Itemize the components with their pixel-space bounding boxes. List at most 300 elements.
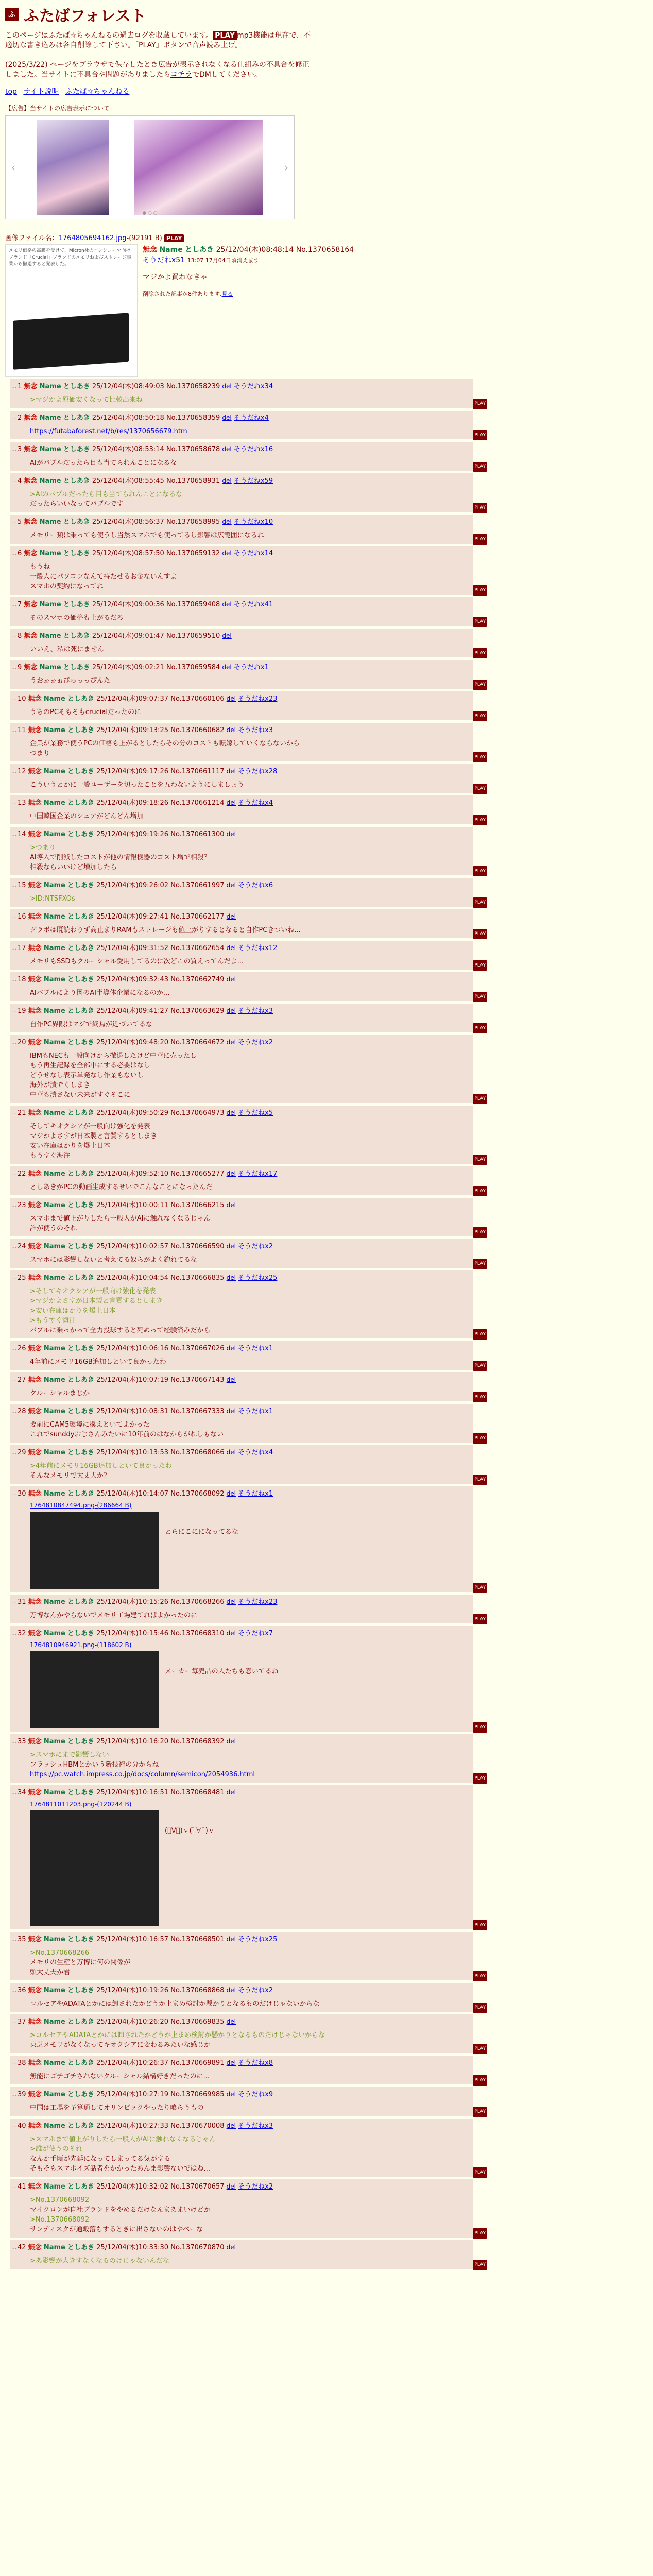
delete-link[interactable]: del — [226, 1630, 236, 1637]
delete-link[interactable]: del — [222, 550, 232, 557]
reply-subject: 無念 — [28, 1598, 42, 1606]
reply-date: 25/12/04(木)09:52:10 — [96, 1170, 169, 1178]
sodane-button[interactable]: そうだねx6 — [238, 882, 273, 889]
contact-link[interactable]: コチラ — [170, 71, 193, 79]
reply-number[interactable]: No.1370668092 — [170, 1490, 225, 1498]
sodane-button[interactable]: そうだねx1 — [238, 1490, 273, 1498]
reply-number[interactable]: No.1370662749 — [170, 976, 225, 984]
reply-play-button[interactable]: PLAY — [473, 534, 487, 545]
reply-url-link[interactable]: https://pc.watch.impress.co.jp/docs/column/semicon/2054936.html — [30, 1771, 255, 1778]
reply-play-button[interactable]: PLAY — [473, 2167, 487, 2178]
sodane-button[interactable]: そうだねx7 — [238, 1630, 273, 1637]
reply-file-info — [18, 1799, 469, 1809]
reply-header — [18, 2242, 469, 2253]
reply-name: Name — [43, 2059, 65, 2067]
delete-link[interactable]: del — [226, 944, 236, 952]
reply-file-link[interactable]: 1764811011203.png-(120244 B) — [30, 1801, 132, 1808]
ad-image-2[interactable] — [134, 120, 263, 215]
op-file-link[interactable]: 1764805694162.jpg — [58, 234, 127, 242]
reply-body — [18, 562, 469, 591]
delete-link[interactable]: del — [226, 1490, 236, 1497]
reply-name: Name — [43, 1243, 65, 1250]
reply-number[interactable]: No.1370669985 — [170, 2091, 225, 2098]
reply-file-link[interactable]: 1764810847494.png-(286664 B) — [30, 1502, 132, 1509]
reply-play-button[interactable]: PLAY — [473, 1583, 487, 1593]
delete-link[interactable]: del — [226, 2183, 236, 2190]
reply-name: Name — [43, 1274, 65, 1282]
sodane-button[interactable]: そうだねx8 — [238, 2059, 273, 2067]
op-header — [143, 244, 354, 265]
nav-futaba-link[interactable]: ふたば☆ちゃんねる — [65, 88, 130, 96]
delete-link[interactable]: del — [226, 1598, 236, 1605]
reply-play-button[interactable]: PLAY — [473, 503, 487, 513]
reply-marker: … — [11, 696, 16, 702]
reply-author: としあき — [67, 1376, 95, 1384]
reply-text-line: メモリの生産と万博に何の関係が — [30, 1959, 131, 1967]
reply-number[interactable]: No.1370658239 — [166, 383, 220, 391]
op-thumbnail[interactable] — [5, 244, 138, 377]
delete-link[interactable]: del — [226, 2091, 236, 2098]
reply-body — [18, 739, 469, 758]
nav-about-link[interactable]: サイト説明 — [23, 88, 59, 96]
reply-play-button[interactable]: PLAY — [473, 2044, 487, 2054]
reply-play-button[interactable]: PLAY — [473, 2107, 487, 2117]
reply-play-button[interactable]: PLAY — [473, 430, 487, 440]
sodane-button[interactable]: そうだねx3 — [238, 1007, 273, 1015]
reply-play-button[interactable]: PLAY — [473, 2003, 487, 2013]
reply-header — [18, 2058, 469, 2069]
reply-post — [10, 473, 486, 512]
reply-post — [10, 2179, 486, 2238]
reply-number[interactable]: No.1370661997 — [170, 882, 225, 889]
reply-text-line: 相殺ならいいけど増加したら — [30, 863, 117, 871]
reply-number[interactable]: No.1370666835 — [170, 1274, 225, 1282]
reply-post — [10, 795, 486, 824]
reply-number[interactable]: No.1370662654 — [170, 944, 225, 952]
reply-text-line: もう再生記録を全部中にする必要はなし — [30, 1062, 151, 1070]
sodane-button[interactable]: そうだねx17 — [238, 1170, 278, 1178]
reply-thumbnail[interactable] — [30, 1651, 159, 1728]
reply-number[interactable]: No.1370660106 — [170, 695, 225, 703]
delete-link[interactable]: del — [226, 1109, 236, 1116]
reply-play-button[interactable]: PLAY — [473, 1259, 487, 1269]
delete-link[interactable]: del — [222, 414, 232, 421]
reply-number[interactable]: No.1370661214 — [170, 799, 225, 807]
sodane-button[interactable]: そうだねx23 — [238, 1598, 278, 1606]
delete-link[interactable]: del — [226, 1345, 236, 1352]
reply-name: Name — [43, 882, 65, 889]
reply-text-line: 自作PC界隈はマジで終焉が近づいてるな — [30, 1021, 152, 1028]
reply-header — [18, 2181, 469, 2192]
reply-number[interactable]: No.1370668066 — [170, 1449, 225, 1456]
reply-text-line: AIバブルにより図のAI半導体企業になるのか... — [30, 989, 170, 997]
reply-name: Name — [39, 446, 61, 453]
intro-text-2: mp3機能は現在で、不適切な書き込みは各自削除して下さい。「PLAY」ボタンで音声読み上げ。 — [5, 31, 311, 49]
reply-number[interactable]: No.1370666215 — [170, 1201, 225, 1209]
sodane-button[interactable]: そうだねx12 — [238, 944, 278, 952]
reply-play-button[interactable]: PLAY — [473, 929, 487, 939]
reply-subject: 無念 — [28, 799, 42, 807]
reply-name: Name — [39, 518, 61, 526]
reply-header — [18, 1200, 469, 1211]
delete-link[interactable]: del — [226, 1243, 236, 1250]
reply-play-button[interactable]: PLAY — [473, 462, 487, 472]
reply-header — [18, 548, 469, 559]
delete-link[interactable]: del — [226, 695, 236, 702]
op-deleted-link[interactable]: 見る — [221, 291, 233, 297]
delete-link[interactable]: del — [222, 664, 232, 671]
reply-subject: 無念 — [28, 1007, 42, 1015]
reply-text: メーカー毎売品の人たちも窓いてるね — [165, 1668, 279, 1675]
sodane-button[interactable]: そうだねx14 — [233, 550, 273, 557]
reply-play-button[interactable]: PLAY — [473, 399, 487, 409]
delete-link[interactable]: del — [226, 1007, 236, 1014]
reply-subject: 無念 — [28, 2091, 42, 2098]
reply-play-button[interactable]: PLAY — [473, 960, 487, 971]
reply-number[interactable]: No.1370660682 — [170, 726, 225, 734]
reply-marker: … — [11, 1988, 16, 1993]
op-file-info — [5, 232, 648, 242]
reply-author: としあき — [67, 1274, 95, 1282]
reply-name: Name — [43, 799, 65, 807]
reply-subject: 無念 — [28, 976, 42, 984]
reply-number[interactable]: No.1370669835 — [170, 2018, 225, 2026]
site-logo[interactable]: ふ — [5, 8, 19, 21]
reply-number[interactable]: No.1370666590 — [170, 1243, 225, 1250]
reply-name: Name — [43, 1490, 65, 1498]
reply-play-button[interactable]: PLAY — [473, 784, 487, 794]
reply-body — [18, 988, 469, 998]
sodane-button[interactable]: そうだねx4 — [238, 799, 273, 807]
reply-number[interactable]: No.1370664672 — [170, 1039, 225, 1046]
intro-text-3: (2025/3/22) ページをブラウザで保存したとき広告が表示されなくなる仕組みの不具合を修正しました。当サイトに不具合や問題がありましたら — [5, 61, 310, 79]
reply-number[interactable]: No.1370668266 — [170, 1598, 225, 1606]
reply-post — [10, 1932, 486, 1980]
sodane-button[interactable]: そうだねx28 — [238, 768, 278, 775]
delete-link[interactable]: del — [226, 976, 236, 983]
delete-link[interactable]: del — [226, 726, 236, 734]
reply-number[interactable]: No.1370658678 — [166, 446, 220, 453]
reply-play-button[interactable]: PLAY — [473, 1361, 487, 1371]
reply-header — [18, 766, 469, 777]
reply-author: としあき — [67, 1598, 95, 1606]
reply-play-button[interactable]: PLAY — [473, 680, 487, 690]
reply-author: としあき — [67, 1630, 95, 1637]
reply-text-line: 頭大丈夫か君 — [30, 1969, 71, 1976]
sodane-button[interactable]: そうだねx1 — [238, 1345, 273, 1352]
reply-play-button[interactable]: PLAY — [473, 1433, 487, 1444]
reply-play-button[interactable]: PLAY — [473, 648, 487, 658]
reply-number[interactable]: No.1370659510 — [166, 632, 220, 640]
op-thumbnail-text: メモリ価格の高騰を受けて、Micron社のコンシューマ向けブランド「Crucial」ブランドのメモリおよびストレージ事業から撤退すると発表した。 — [9, 248, 131, 267]
reply-text-line: そんなメモリで大丈夫か？ — [30, 1472, 111, 1480]
reply-play-button[interactable]: PLAY — [473, 897, 487, 908]
reply-play-button[interactable]: PLAY — [473, 1971, 487, 1981]
reply-subject: 無念 — [28, 1243, 42, 1250]
reply-play-button[interactable]: PLAY — [473, 752, 487, 762]
reply-play-button[interactable]: PLAY — [473, 585, 487, 596]
delete-link[interactable]: del — [226, 1987, 236, 1994]
reply-index: 7 — [18, 601, 22, 608]
reply-name: Name — [39, 664, 61, 671]
thread — [0, 227, 653, 2269]
reply-header — [18, 2016, 469, 2027]
reply-number[interactable]: No.1370665277 — [170, 1170, 225, 1178]
sodane-button[interactable]: そうだねx1 — [233, 664, 269, 671]
reply-play-button[interactable]: PLAY — [473, 1920, 487, 1930]
reply-play-button[interactable]: PLAY — [473, 1392, 487, 1402]
op-number[interactable]: No.1370658164 — [296, 246, 354, 254]
ad-carousel[interactable] — [5, 115, 295, 219]
sodane-button[interactable]: そうだねx41 — [233, 601, 273, 608]
delete-link[interactable]: del — [226, 2122, 236, 2129]
sodane-button[interactable]: そうだねx3 — [238, 2122, 273, 2130]
reply-play-button[interactable]: PLAY — [473, 1227, 487, 1238]
reply-quote-line: >No.1370668092 — [30, 2196, 90, 2204]
reply-date: 25/12/04(木)09:27:41 — [96, 913, 169, 921]
delete-link[interactable]: del — [222, 477, 232, 484]
reply-index: 24 — [18, 1243, 26, 1250]
delete-link[interactable]: del — [226, 1738, 236, 1745]
reply-name: Name — [43, 831, 65, 838]
op-file-label: 画像ファイル名： — [5, 234, 59, 242]
delete-link[interactable]: del — [226, 799, 236, 806]
op-play-button[interactable]: PLAY — [164, 234, 184, 242]
reply-thumbnail[interactable] — [30, 1810, 159, 1926]
delete-link[interactable]: del — [226, 831, 236, 838]
reply-author: としあき — [67, 1987, 95, 1994]
reply-header — [18, 1447, 469, 1458]
reply-index: 15 — [18, 882, 26, 889]
sodane-button[interactable]: そうだねx1 — [238, 1408, 273, 1415]
op-file-size: -(92191 B) — [126, 234, 162, 242]
ad-next-icon[interactable]: › — [284, 161, 288, 174]
sodane-button[interactable]: そうだねx10 — [233, 518, 273, 526]
reply-text-line: こういうとかに一般ユーザーを切ったことを五わないようにしましょう — [30, 781, 245, 789]
reply-author: としあき — [63, 477, 90, 485]
ad-image-1[interactable] — [37, 120, 109, 215]
reply-name: Name — [43, 1201, 65, 1209]
reply-play-button[interactable]: PLAY — [473, 1722, 487, 1733]
reply-number[interactable]: No.1370667143 — [170, 1376, 225, 1384]
reply-play-button[interactable]: PLAY — [473, 711, 487, 721]
reply-thumbnail[interactable] — [30, 1512, 159, 1589]
nav-top-link[interactable]: top — [5, 88, 17, 96]
reply-name: Name — [43, 1738, 65, 1745]
reply-author: としあき — [67, 1789, 95, 1797]
reply-number[interactable]: No.1370670008 — [170, 2122, 225, 2130]
delete-link[interactable]: del — [226, 1936, 236, 1943]
reply-text-line: どうせなし表示単発なし作業もないし — [30, 1072, 144, 1079]
delete-link[interactable]: del — [226, 882, 236, 889]
delete-link[interactable]: del — [226, 1274, 236, 1281]
reply-index: 27 — [18, 1376, 26, 1384]
reply-text: とらにこにになってるな — [165, 1528, 239, 1536]
reply-text-line: AI導入で削減したコストが他の情報機器のコスト増で相殺？ — [30, 854, 211, 861]
reply-name: Name — [43, 1170, 65, 1178]
reply-number[interactable]: No.1370659408 — [166, 601, 220, 608]
reply-number[interactable]: No.1370658995 — [166, 518, 220, 526]
reply-marker: … — [11, 478, 16, 484]
reply-body — [18, 2256, 469, 2266]
delete-link[interactable]: del — [222, 446, 232, 453]
reply-header — [18, 829, 469, 840]
reply-date: 25/12/04(木)10:27:19 — [96, 2091, 169, 2098]
delete-link[interactable]: del — [226, 2244, 236, 2251]
reply-text-line: メモリー類は乗っても使うし当然スマホでも使ってるし影響は広範囲になるね — [30, 532, 264, 539]
delete-link[interactable]: del — [222, 383, 232, 390]
reply-number[interactable]: No.1370667333 — [170, 1408, 225, 1415]
reply-number[interactable]: No.1370661300 — [170, 831, 225, 838]
reply-number[interactable]: No.1370668481 — [170, 1789, 225, 1797]
reply-subject: 無念 — [28, 1789, 42, 1797]
sodane-button[interactable]: そうだねx23 — [238, 695, 278, 703]
reply-body — [18, 489, 469, 509]
reply-number[interactable]: No.1370668501 — [170, 1936, 225, 1943]
sodane-button[interactable]: そうだねx5 — [238, 1109, 273, 1117]
sodane-button[interactable]: そうだねx2 — [238, 2183, 273, 2191]
reply-number[interactable]: No.1370670870 — [170, 2244, 225, 2251]
reply-number[interactable]: No.1370661117 — [170, 768, 225, 775]
reply-subject: 無念 — [24, 550, 38, 557]
delete-link[interactable]: del — [226, 1449, 236, 1456]
reply-index: 23 — [18, 1201, 26, 1209]
reply-name: Name — [43, 2183, 65, 2191]
reply-number[interactable]: No.1370663629 — [170, 1007, 225, 1015]
delete-link[interactable]: del — [226, 913, 236, 920]
reply-header — [18, 1343, 469, 1354]
reply-play-button[interactable]: PLAY — [473, 992, 487, 1002]
reply-number[interactable]: No.1370659584 — [166, 664, 220, 671]
reply-post — [10, 1166, 486, 1195]
reply-name: Name — [43, 1408, 65, 1415]
reply-number[interactable]: No.1370668868 — [170, 1987, 225, 1994]
reply-index: 33 — [18, 1738, 26, 1745]
reply-number[interactable]: No.1370668310 — [170, 1630, 225, 1637]
sodane-button[interactable]: そうだねx25 — [238, 1936, 278, 1943]
reply-name: Name — [43, 1345, 65, 1352]
sodane-button[interactable]: そうだねx2 — [238, 1987, 273, 1994]
reply-play-button[interactable]: PLAY — [473, 617, 487, 627]
reply-marker: … — [11, 1631, 16, 1636]
reply-date: 25/12/04(木)08:50:18 — [92, 414, 164, 422]
reply-date: 25/12/04(木)10:19:26 — [96, 1987, 169, 1994]
reply-marker: … — [11, 1110, 16, 1116]
reply-file-link[interactable]: 1764810946921.png-(118602 B) — [30, 1641, 132, 1649]
sodane-button[interactable]: そうだねx59 — [233, 477, 273, 485]
reply-quote-line: >安い在庫はかりを爆上日本 — [30, 1307, 116, 1315]
reply-date: 25/12/04(木)09:41:27 — [96, 1007, 169, 1015]
reply-body — [18, 1051, 469, 1100]
reply-image-row — [18, 1810, 469, 1926]
reply-play-button[interactable]: PLAY — [473, 1094, 487, 1104]
sodane-button[interactable]: そうだねx25 — [238, 1274, 278, 1282]
ad-dots[interactable]: ● ○ ○ — [142, 211, 158, 216]
reply-play-button[interactable]: PLAY — [473, 866, 487, 876]
delete-link[interactable]: del — [222, 518, 232, 526]
reply-author: としあき — [67, 1039, 95, 1046]
sodane-button[interactable]: そうだねx2 — [238, 1243, 273, 1250]
delete-link[interactable]: del — [222, 601, 232, 608]
reply-post — [10, 2240, 486, 2269]
reply-number[interactable]: No.1370662177 — [170, 913, 225, 921]
op-sodane[interactable]: そうだねx51 — [143, 256, 185, 264]
delete-link[interactable]: del — [226, 1201, 236, 1209]
reply-number[interactable]: No.1370669891 — [170, 2059, 225, 2067]
reply-text-line: 安い在庫はかりを爆上日本 — [30, 1142, 111, 1150]
intro-text-1: このページはふたば☆ちゃんねるの過去ログを収蔵しています。 — [5, 31, 213, 40]
reply-number[interactable]: No.1370658359 — [166, 414, 220, 422]
reply-number[interactable]: No.1370670657 — [170, 2183, 225, 2191]
delete-link[interactable]: del — [226, 1376, 236, 1383]
sodane-button[interactable]: そうだねx3 — [238, 726, 273, 734]
delete-link[interactable]: del — [222, 632, 232, 639]
delete-link[interactable]: del — [226, 1408, 236, 1415]
reply-post — [10, 629, 486, 657]
reply-quote-line: >コルセアやADATAとかには卸されたかどうか上まめ検討か懸かりとなるものだけじゃないからな — [30, 2031, 325, 2039]
reply-name: Name — [43, 944, 65, 952]
delete-link[interactable]: del — [226, 768, 236, 775]
delete-link[interactable]: del — [226, 1039, 236, 1046]
reply-play-button[interactable]: PLAY — [473, 1329, 487, 1340]
reply-subject: 無念 — [28, 1490, 42, 1498]
reply-play-button[interactable]: PLAY — [473, 2075, 487, 2086]
reply-post — [10, 1626, 486, 1732]
reply-subject: 無念 — [24, 383, 38, 391]
reply-subject: 無念 — [28, 944, 42, 952]
reply-play-button[interactable]: PLAY — [473, 1186, 487, 1196]
reply-play-button[interactable]: PLAY — [473, 1475, 487, 1485]
reply-number[interactable]: No.1370667026 — [170, 1345, 225, 1352]
sodane-button[interactable]: そうだねx16 — [233, 446, 273, 453]
delete-link[interactable]: del — [226, 2059, 236, 2066]
reply-play-button[interactable]: PLAY — [473, 815, 487, 825]
reply-subject: 無念 — [28, 2122, 42, 2130]
reply-play-button[interactable]: PLAY — [473, 1614, 487, 1624]
reply-header — [18, 911, 469, 922]
reply-text-line: 一般人にパソコンなんて持たせるお金ないんすよ — [30, 573, 177, 581]
sodane-button[interactable]: そうだねx4 — [233, 414, 269, 422]
reply-number[interactable]: No.1370659132 — [166, 550, 220, 557]
reply-number[interactable]: No.1370664973 — [170, 1109, 225, 1117]
sodane-button[interactable]: そうだねx2 — [238, 1039, 273, 1046]
sodane-button[interactable]: そうだねx4 — [238, 1449, 273, 1456]
reply-text-line: うちのPCそもそもcrucialだったのに — [30, 708, 141, 716]
reply-play-button[interactable]: PLAY — [473, 1155, 487, 1165]
reply-date: 25/12/04(木)09:02:21 — [92, 664, 164, 671]
sodane-button[interactable]: そうだねx9 — [238, 2091, 273, 2098]
reply-header — [18, 1736, 469, 1747]
reply-url-link[interactable]: https://futabaforest.net/b/res/1370656679.htm — [30, 428, 187, 435]
delete-link[interactable]: del — [226, 1789, 236, 1796]
reply-play-button[interactable]: PLAY — [473, 2260, 487, 2270]
reply-play-button[interactable]: PLAY — [473, 2228, 487, 2239]
reply-number[interactable]: No.1370658931 — [166, 477, 220, 485]
reply-play-button[interactable]: PLAY — [473, 1023, 487, 1033]
reply-body — [18, 645, 469, 654]
reply-date: 25/12/04(木)10:33:30 — [96, 2244, 169, 2251]
reply-number[interactable]: No.1370668392 — [170, 1738, 225, 1745]
reply-post — [10, 764, 486, 793]
delete-link[interactable]: del — [226, 1170, 236, 1177]
reply-author: としあき — [63, 518, 90, 526]
ad-prev-icon[interactable]: ‹ — [11, 161, 15, 174]
reply-play-button[interactable]: PLAY — [473, 1773, 487, 1784]
delete-link[interactable]: del — [226, 2018, 236, 2025]
reply-name: Name — [43, 1376, 65, 1384]
sodane-button[interactable]: そうだねx34 — [233, 383, 273, 391]
reply-header — [18, 381, 469, 392]
